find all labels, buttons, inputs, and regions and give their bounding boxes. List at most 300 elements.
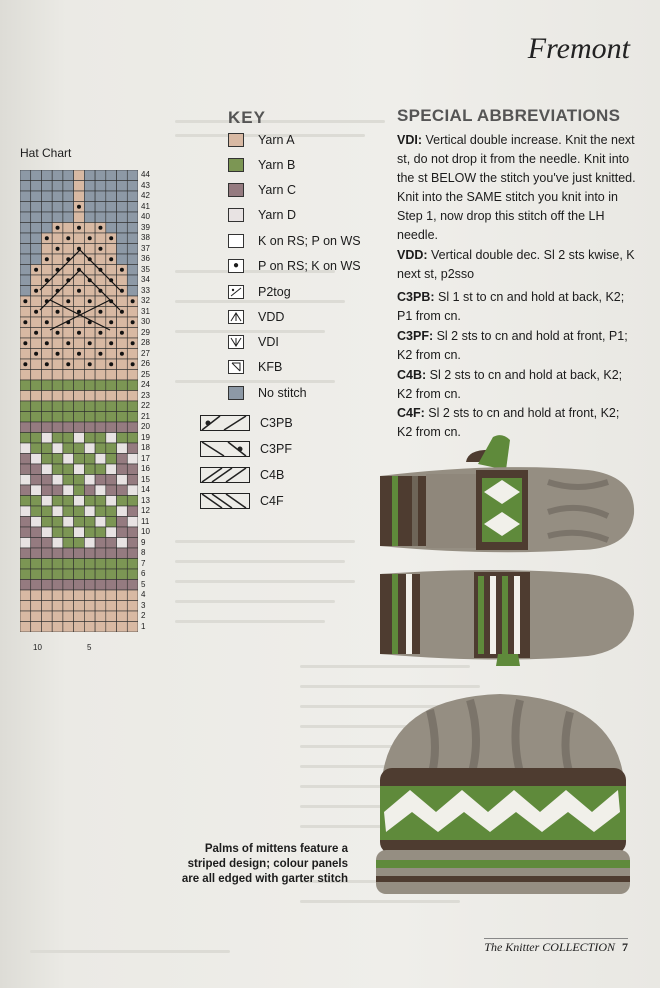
purl-dot [23,320,27,324]
chart-cell [20,464,31,475]
chart-cell [52,433,63,444]
chart-cell [41,496,52,507]
chart-cell [63,496,74,507]
key-item-label: VDD [258,310,285,324]
chart-cell [127,464,138,475]
chart-cell [74,464,85,475]
abbreviation-term: VDD: [397,248,428,262]
chart-cell [95,580,106,591]
chart-cell [63,223,74,234]
purl-dot [77,289,81,293]
chart-cell [52,391,63,402]
abbreviation-text: Sl 1 st to cn and hold at back, K2; P1 from cn. [397,290,625,323]
chart-cell [95,338,106,349]
chart-cell [31,611,42,622]
chart-cell [127,170,138,181]
chart-cell [52,601,63,612]
chart-cell [31,622,42,633]
row-number: 28 [141,338,150,347]
chart-cell [41,622,52,633]
row-number: 22 [141,401,150,410]
chart-cell [63,286,74,297]
chart-cell [74,569,85,580]
purl-dot [66,362,70,366]
chart-cell [74,611,85,622]
chart-cell [52,380,63,391]
key-item-label: Yarn D [258,208,296,222]
chart-cell [95,443,106,454]
chart-cell [106,559,117,570]
chart-cell [74,454,85,465]
chart-cell [52,590,63,601]
chart-cell [41,401,52,412]
key-item-label: KFB [258,360,283,374]
chart-cell [20,454,31,465]
chart-cell [52,233,63,244]
chart-cell [41,485,52,496]
chart-cell [84,527,95,538]
chart-cell [117,317,128,328]
chart-cell [74,559,85,570]
chart-cell [52,401,63,412]
chart-cell [41,559,52,570]
no-stitch-swatch-icon [228,386,244,400]
chart-cell [63,349,74,360]
chart-cell [20,538,31,549]
chart-cell [52,170,63,181]
chart-cell [31,517,42,528]
chart-cell [63,569,74,580]
chart-cell [63,611,74,622]
page-footer [484,940,628,955]
chart-cell [95,401,106,412]
key-item-yarn-c [228,181,296,199]
chart-cell [95,559,106,570]
key-item-p-on-rs-k-on-ws [228,257,361,275]
chart-cell [20,391,31,402]
chart-cell [117,370,128,381]
chart-cell [20,422,31,433]
chart-cell [74,233,85,244]
chart-cell [127,485,138,496]
chart-cell [41,569,52,580]
purl-dot [98,247,102,251]
chart-cell [74,317,85,328]
purl-dot [66,299,70,303]
chart-cell [117,412,128,423]
chart-cell [95,590,106,601]
chart-cell [63,454,74,465]
chart-cell [106,506,117,517]
chart-cell [63,391,74,402]
chart-cell [41,443,52,454]
chart-cell [52,359,63,370]
chart-cell [106,443,117,454]
chart-cell [63,548,74,559]
hat-chart-grid [20,170,138,632]
chart-cell [106,548,117,559]
chart-cell [20,202,31,213]
chart-cell [95,202,106,213]
chart-cell [106,307,117,318]
chart-cell [20,412,31,423]
chart-cell [84,380,95,391]
abbreviation-term: C3PF: [397,329,434,343]
purl-dot [77,352,81,356]
chart-label: Hat Chart [20,146,72,160]
purl-dot [88,299,92,303]
chart-cell [84,212,95,223]
chart-cell [106,380,117,391]
chart-cell [127,233,138,244]
chart-cell [127,370,138,381]
chart-cell [106,191,117,202]
chart-cell [31,464,42,475]
chart-cell [84,506,95,517]
chart-cell [117,380,128,391]
key-item-label: VDI [258,335,279,349]
row-number: 18 [141,443,150,452]
chart-cell [106,265,117,276]
chart-cell [127,212,138,223]
chart-cell [127,548,138,559]
purl-dot [56,310,60,314]
chart-cell [74,422,85,433]
row-number: 24 [141,380,150,389]
row-number: 41 [141,201,150,211]
chart-cell [63,443,74,454]
chart-cell [95,275,106,286]
chart-cell [20,517,31,528]
chart-cell [41,212,52,223]
chart-cell [127,181,138,192]
purl-dot [34,289,38,293]
chart-cell [63,506,74,517]
chart-cell [63,580,74,591]
chart-cell [106,538,117,549]
chart-cell [52,485,63,496]
hat-chart [20,170,138,637]
chart-cell [74,275,85,286]
swatch-yarn-c-icon [228,183,244,197]
c4f-cable-icon [200,493,250,509]
chart-cell [41,475,52,486]
chart-cell [117,569,128,580]
chart-cell [63,422,74,433]
chart-cell [84,454,95,465]
purl-dot [98,331,102,335]
key-item-c3pb [228,414,293,432]
chart-cell [74,401,85,412]
purl-dot [23,341,27,345]
chart-cell [106,349,117,360]
chart-cell [63,202,74,213]
abbreviation-text: Sl 2 sts to cn and hold at front, K2; K2 from cn. [397,406,620,439]
chart-cell [31,559,42,570]
chart-cell [31,181,42,192]
chart-cell [95,170,106,181]
chart-cell [74,601,85,612]
chart-cell [84,370,95,381]
chart-cell [41,601,52,612]
swatch-yarn-d-icon [228,208,244,222]
chart-cell [63,307,74,318]
chart-cell [127,454,138,465]
chart-cell [52,527,63,538]
chart-cell [106,464,117,475]
row-number: 12 [141,506,150,515]
chart-cell [84,170,95,181]
chart-cell [95,412,106,423]
chart-cell [117,233,128,244]
chart-cell [20,349,31,360]
chart-cell [127,622,138,633]
row-number: 36 [141,254,150,263]
page-number: 7 [622,940,628,954]
chart-cell [106,370,117,381]
row-number: 14 [141,485,150,494]
chart-cell [74,517,85,528]
row-number: 21 [141,411,150,421]
chart-cell [84,601,95,612]
chart-cell [106,580,117,591]
chart-cell [84,244,95,255]
chart-cell [95,548,106,559]
chart-cell [117,443,128,454]
chart-cell [127,506,138,517]
chart-cell [20,433,31,444]
chart-cell [84,569,95,580]
chart-cell [127,496,138,507]
chart-cell [20,254,31,265]
chart-cell [84,611,95,622]
row-number: 26 [141,359,150,368]
vdd-symbol-icon [228,310,244,324]
row-number: 25 [141,369,150,379]
kfb-symbol-icon [228,360,244,374]
chart-cell [95,517,106,528]
chart-cell [84,349,95,360]
chart-cell [20,580,31,591]
chart-cell [117,527,128,538]
chart-cell [95,538,106,549]
c4b-cable-icon [200,467,250,483]
chart-cell [31,580,42,591]
abbreviation-entry [397,327,637,365]
chart-cell [74,590,85,601]
chart-cell [52,517,63,528]
key-title: KEY [228,108,266,127]
purl-dot [45,362,49,366]
chart-cell [117,580,128,591]
chart-cell [106,527,117,538]
chart-cell [95,601,106,612]
row-number: 6 [141,569,146,578]
chart-cell [63,559,74,570]
key-item-label: P on RS; K on WS [258,259,361,273]
chart-cell [95,181,106,192]
chart-cell [95,391,106,402]
chart-cell [31,233,42,244]
row-number: 8 [141,548,146,557]
chart-cell [95,254,106,265]
chart-cell [31,506,42,517]
chart-cell [31,244,42,255]
chart-cell [95,506,106,517]
key-item-label: Yarn C [258,183,296,197]
chart-cell [31,475,42,486]
chart-cell [84,412,95,423]
chart-cell [106,601,117,612]
chart-cell [63,538,74,549]
chart-cell [117,454,128,465]
chart-cell [106,286,117,297]
key-item-c3pf [228,440,292,458]
chart-cell [117,359,128,370]
key-item-label: C3PF [260,442,292,456]
purl-dot [88,341,92,345]
chart-cell [20,380,31,391]
chart-cell [74,181,85,192]
purl-dot [23,299,27,303]
chart-cell [84,443,95,454]
chart-cell [20,244,31,255]
chart-cell [127,538,138,549]
chart-cell [31,380,42,391]
chart-cell [117,559,128,570]
chart-cell [20,170,31,181]
chart-cell [52,412,63,423]
chart-cell [63,370,74,381]
chart-cell [127,569,138,580]
chart-cell [41,433,52,444]
chart-cell [95,359,106,370]
row-number: 17 [141,453,150,463]
purl-dot [66,236,70,240]
chart-cell [31,569,42,580]
chart-cell [84,517,95,528]
dot-square-icon: ● [228,259,244,273]
chart-cell [117,517,128,528]
chart-cell [127,433,138,444]
chart-cell [106,244,117,255]
chart-cell [20,286,31,297]
footer-magazine-name: The Knitter [484,940,540,954]
chart-cell [31,223,42,234]
chart-cell [106,590,117,601]
chart-cell [31,317,42,328]
purl-dot [23,362,27,366]
chart-cell [127,286,138,297]
chart-cell [74,496,85,507]
chart-cell [95,611,106,622]
chart-cell [74,412,85,423]
row-number: 16 [141,464,150,473]
chart-cell [84,391,95,402]
purl-dot [109,236,113,240]
chart-cell [117,391,128,402]
chart-cell [31,170,42,181]
chart-cell [106,454,117,465]
chart-cell [84,464,95,475]
purl-dot [56,331,60,335]
abbreviation-term: C3PB: [397,290,435,304]
chart-cell [74,380,85,391]
purl-dot [77,226,81,230]
chart-cell [31,485,42,496]
purl-dot [98,352,102,356]
chart-cell [20,485,31,496]
chart-cell [84,590,95,601]
chart-cell [127,223,138,234]
chart-cell [127,275,138,286]
purl-dot [120,331,124,335]
abbreviation-text: Vertical double increase. Knit the next st, do not drop it from the needle. Knit into the st BELOW the stitch you've just knitted. Knit into the SAME stitch you knit into in Step 1, now drop this stitch off the LH needle. [397,133,636,242]
chart-cell [127,265,138,276]
chart-cell [95,464,106,475]
c3pf-cable-icon [200,441,250,457]
key-item-k-on-rs-p-on-ws [228,232,361,250]
chart-cell [63,212,74,223]
row-number: 1 [141,621,146,631]
row-number: 32 [141,296,150,305]
chart-cell [20,611,31,622]
chart-cell [74,391,85,402]
row-number: 15 [141,474,150,484]
chart-cell [41,391,52,402]
chart-cell [20,181,31,192]
chart-cell [117,611,128,622]
chart-cell [63,590,74,601]
chart-cell [127,244,138,255]
purl-dot [34,352,38,356]
row-number: 40 [141,212,150,221]
chart-cell [31,548,42,559]
footer-rule [484,938,628,939]
purl-dot [131,341,135,345]
chart-cell [20,622,31,633]
chart-cell [84,538,95,549]
chart-cell [41,223,52,234]
chart-cell [117,212,128,223]
chart-cell [52,569,63,580]
chart-cell [41,181,52,192]
abbreviation-term: C4B: [397,368,427,382]
chart-cell [95,475,106,486]
chart-cell [20,569,31,580]
key-item-no-stitch [228,384,307,402]
chart-cell [84,202,95,213]
key-item-label: Yarn B [258,158,296,172]
row-number: 30 [141,317,150,326]
chart-cell [95,454,106,465]
abbreviation-entry [397,246,637,284]
pattern-title: Fremont [527,32,630,65]
chart-cell [20,496,31,507]
chart-cell [117,254,128,265]
purl-dot [56,226,60,230]
chart-cell [95,527,106,538]
purl-dot [45,320,49,324]
abbreviation-entry [397,131,637,245]
chart-cell [127,412,138,423]
chart-cell [84,191,95,202]
chart-cell [31,391,42,402]
key-item-kfb [228,358,282,376]
chart-cell [41,464,52,475]
chart-cell [106,569,117,580]
chart-cell [41,412,52,423]
